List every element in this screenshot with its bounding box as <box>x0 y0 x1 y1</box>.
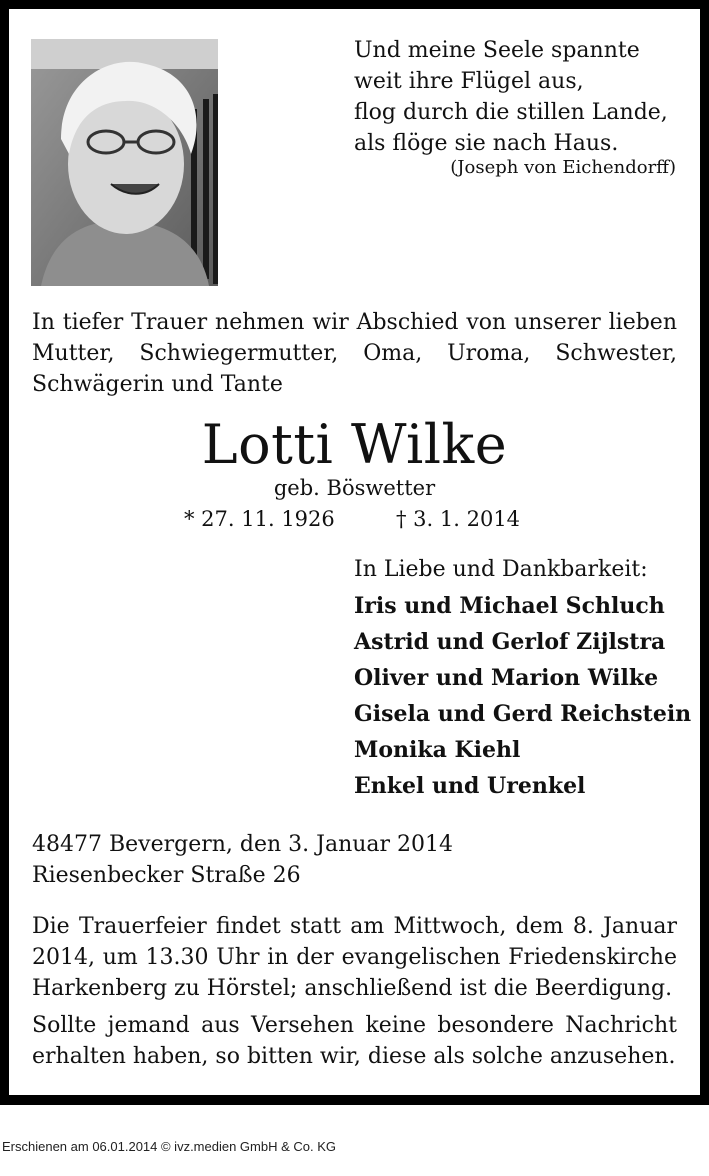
poem-author: (Joseph von Eichendorff) <box>450 157 676 178</box>
intro-line: Schwägerin und Tante <box>32 372 283 397</box>
intro-line: In tiefer Trauer nehmen wir Abschied von unserer lieben <box>32 310 677 335</box>
funeral-notice <box>32 911 677 1078</box>
mourner-name: Enkel und Urenkel <box>354 773 586 799</box>
maiden-name: geb. Böswetter <box>273 476 436 500</box>
mourner-name: Iris und Michael Schluch <box>354 593 665 619</box>
mourner-name: Gisela und Gerd Reichstein <box>354 701 692 727</box>
intro-text <box>32 307 677 400</box>
intro-line: Mutter, Schwiegermutter, Oma, Uroma, Schwester, <box>32 341 677 366</box>
funeral-line: Die Trauerfeier findet statt am Mittwoch, dem 8. Januar <box>32 914 677 939</box>
notification-line: erhalten haben, so bitten wir, diese als solche anzusehen. <box>32 1044 676 1069</box>
poem-line: weit ihre Flügel aus, <box>354 69 584 94</box>
mourner-name: Oliver und Marion Wilke <box>354 665 659 691</box>
portrait-photo <box>31 39 218 286</box>
place-date: 48477 Bevergern, den 3. Januar 2014 <box>32 832 454 857</box>
birth-date: * 27. 11. 1926 <box>184 507 335 531</box>
mourner-name: Astrid und Gerlof Zijlstra <box>354 629 666 655</box>
memorial-poem <box>354 35 676 181</box>
death-date: † 3. 1. 2014 <box>396 507 521 531</box>
notification-paragraph <box>32 1010 677 1072</box>
mourners-list <box>354 552 694 804</box>
life-dates <box>184 505 544 533</box>
funeral-paragraph <box>32 911 677 1004</box>
notification-line: Sollte jemand aus Versehen keine besondere Nachricht <box>32 1013 677 1038</box>
street-address: Riesenbecker Straße 26 <box>32 863 301 888</box>
funeral-line: Harkenberg zu Hörstel; anschließend ist die Beerdigung. <box>32 976 673 1001</box>
deceased-name: Lotti Wilke <box>201 413 508 476</box>
address-block <box>32 829 677 891</box>
poem-line: als flöge sie nach Haus. <box>354 131 619 156</box>
publication-footer: Erschienen am 06.01.2014 © ivz.medien GmbH & Co. KG <box>2 1139 337 1154</box>
funeral-line: 2014, um 13.30 Uhr in der evangelischen Friedenskirche <box>32 945 677 970</box>
mourner-name: Monika Kiehl <box>354 737 521 763</box>
poem-line: Und meine Seele spannte <box>354 38 640 63</box>
poem-line: flog durch die stillen Lande, <box>354 100 668 125</box>
mourners-lead: In Liebe und Dankbarkeit: <box>354 557 648 582</box>
